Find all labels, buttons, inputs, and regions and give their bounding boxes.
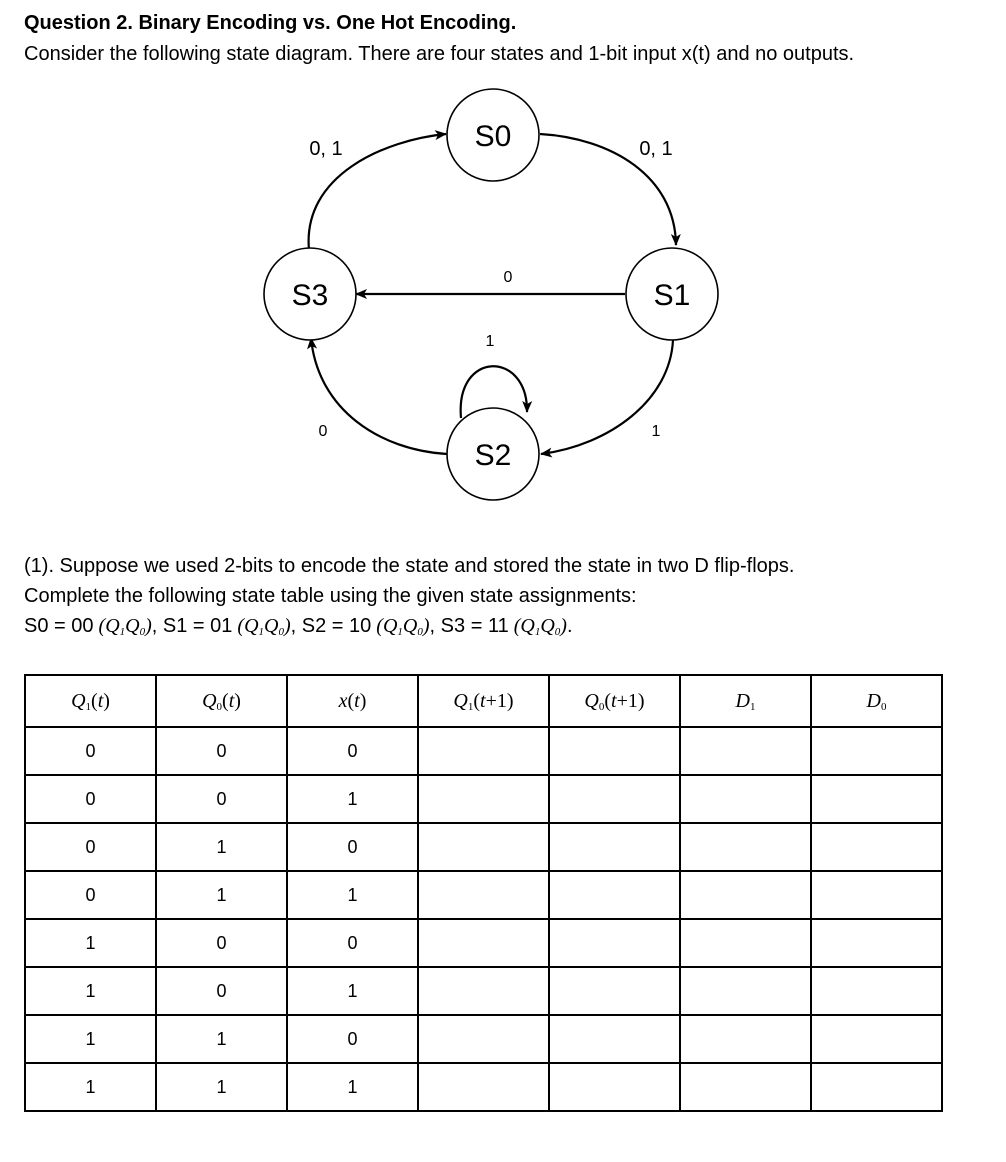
answer-cell[interactable] <box>549 871 680 919</box>
state-table <box>24 674 943 1112</box>
answer-cell[interactable] <box>680 871 811 919</box>
answer-cell[interactable] <box>680 1015 811 1063</box>
assignment-code: 11 <box>487 615 509 637</box>
table-cell: 0 <box>156 727 287 775</box>
assignment-s1: S1 = 01 $(Q_1Q_0)$, <box>162 615 302 638</box>
label-s2-self: 1 <box>485 333 495 350</box>
table-cell: 1 <box>25 1063 156 1111</box>
table-cell: 0 <box>287 919 418 967</box>
label-s3-to-s0: 0, 1 <box>309 138 343 160</box>
answer-cell[interactable] <box>549 823 680 871</box>
header-variable: Q <box>202 689 217 712</box>
answer-cell[interactable] <box>811 919 942 967</box>
column-header <box>680 675 811 727</box>
answer-cell[interactable] <box>418 871 549 919</box>
answer-cell[interactable] <box>549 967 680 1015</box>
answer-cell[interactable] <box>549 1063 680 1111</box>
table-row <box>25 919 942 967</box>
header-suffix: (t) <box>222 689 241 712</box>
header-suffix: (t) <box>347 689 367 712</box>
header-variable: D <box>866 689 881 712</box>
answer-cell[interactable] <box>680 919 811 967</box>
table-cell: 1 <box>156 1063 287 1111</box>
table-cell: 1 <box>156 823 287 871</box>
header-subscript: 0 <box>880 700 887 713</box>
part1-line2: Complete the following state table using the given state assignments: <box>24 585 637 607</box>
q1q0-notation: $(Q_1Q_0)$ <box>93 615 152 638</box>
table-cell: 1 <box>287 1063 418 1111</box>
state-s2 <box>447 408 539 500</box>
answer-cell[interactable] <box>418 823 549 871</box>
label-s2-to-s3: 0 <box>318 423 328 440</box>
answer-cell[interactable] <box>680 1063 811 1111</box>
answer-cell[interactable] <box>549 727 680 775</box>
table-cell: 1 <box>287 871 418 919</box>
table-cell: 0 <box>25 823 156 871</box>
table-cell: 1 <box>25 919 156 967</box>
state-s1-label: S1 <box>653 279 691 312</box>
state-s0-label: S0 <box>474 120 512 153</box>
q1q0-notation: $(Q_1Q_0)$ <box>232 615 291 638</box>
table-cell: 0 <box>25 727 156 775</box>
state-diagram <box>0 0 1006 540</box>
state-s0 <box>447 89 539 181</box>
table-row <box>25 775 942 823</box>
table-row <box>25 823 942 871</box>
table-cell: 0 <box>25 871 156 919</box>
answer-cell[interactable] <box>811 871 942 919</box>
table-cell: 0 <box>156 775 287 823</box>
answer-cell[interactable] <box>811 823 942 871</box>
q1q0-notation: $(Q_1Q_0)$ <box>508 615 567 638</box>
state-s1 <box>626 248 718 340</box>
table-row <box>25 967 942 1015</box>
header-subscript: 0 <box>216 700 223 713</box>
table-row <box>25 871 942 919</box>
table-cell: 0 <box>287 823 418 871</box>
answer-cell[interactable] <box>680 823 811 871</box>
table-cell: 1 <box>25 967 156 1015</box>
answer-cell[interactable] <box>418 967 549 1015</box>
table-cell: 0 <box>287 1015 418 1063</box>
answer-cell[interactable] <box>549 775 680 823</box>
label-s1-to-s2: 1 <box>651 423 661 440</box>
state-s2-label: S2 <box>474 439 512 472</box>
table-cell: 0 <box>156 919 287 967</box>
question-intro: Consider the following state diagram. There are four states and 1-bit input x(t) and no outputs. <box>24 43 855 65</box>
assignment-s2: S2 = 10 $(Q_1Q_0)$, <box>301 615 441 638</box>
assignment-code: 01 <box>210 615 233 637</box>
table-row <box>25 727 942 775</box>
answer-cell[interactable] <box>680 727 811 775</box>
assignment-state: S2 <box>301 615 327 637</box>
header-suffix: (t+1) <box>473 689 514 712</box>
state-s3-label: S3 <box>291 279 329 312</box>
table-row <box>25 1015 942 1063</box>
table-header-row <box>25 675 942 727</box>
column-header <box>811 675 942 727</box>
column-header <box>549 675 680 727</box>
table-cell: 1 <box>156 1015 287 1063</box>
answer-cell[interactable] <box>811 727 942 775</box>
table-cell: 0 <box>287 727 418 775</box>
assignment-code: 10 <box>349 615 372 637</box>
state-assignments <box>24 615 573 638</box>
answer-cell[interactable] <box>418 919 549 967</box>
header-subscript: 1 <box>749 700 756 713</box>
column-header <box>418 675 549 727</box>
column-header <box>25 675 156 727</box>
answer-cell[interactable] <box>549 919 680 967</box>
table-cell: 0 <box>156 967 287 1015</box>
header-subscript: 1 <box>467 700 474 713</box>
header-suffix: (t) <box>91 689 110 712</box>
header-suffix: (t+1) <box>604 689 645 712</box>
column-header <box>156 675 287 727</box>
q1q0-notation: $(Q_1Q_0)$ <box>371 615 430 638</box>
table-cell: 1 <box>287 967 418 1015</box>
table-cell: 1 <box>287 775 418 823</box>
assignment-s3: S3 = 11 $(Q_1Q_0)$. <box>440 615 573 638</box>
assignment-state: S0 <box>24 615 49 637</box>
answer-cell[interactable] <box>549 1015 680 1063</box>
assignment-state: S3 <box>440 615 466 637</box>
answer-cell[interactable] <box>811 775 942 823</box>
transition-s2-to-s3 <box>311 338 447 454</box>
answer-cell[interactable] <box>811 1063 942 1111</box>
answer-cell[interactable] <box>418 775 549 823</box>
answer-cell[interactable] <box>680 967 811 1015</box>
table-cell: 0 <box>25 775 156 823</box>
state-s3 <box>264 248 356 340</box>
part1-line1: (1). Suppose we used 2-bits to encode the state and stored the state in two D flip-flops. <box>24 555 795 577</box>
answer-cell[interactable] <box>811 967 942 1015</box>
answer-cell[interactable] <box>680 775 811 823</box>
answer-cell[interactable] <box>418 727 549 775</box>
table-cell: 1 <box>156 871 287 919</box>
assignment-s0: S0 = 00 $(Q_1Q_0)$, <box>24 615 163 638</box>
header-variable: Q <box>584 689 599 712</box>
header-variable: x <box>338 689 348 712</box>
header-subscript: 0 <box>598 700 605 713</box>
table-row <box>25 1063 942 1111</box>
answer-cell[interactable] <box>418 1063 549 1111</box>
label-s0-to-s1: 0, 1 <box>639 138 673 160</box>
answer-cell[interactable] <box>811 1015 942 1063</box>
question-title: Question 2. Binary Encoding vs. One Hot Encoding. <box>24 12 517 34</box>
header-subscript: 1 <box>85 700 92 713</box>
answer-cell[interactable] <box>418 1015 549 1063</box>
column-header <box>287 675 418 727</box>
header-variable: D <box>735 689 750 712</box>
header-variable: Q <box>71 689 86 712</box>
label-s1-to-s3: 0 <box>503 269 513 286</box>
assignment-state: S1 <box>162 615 188 637</box>
assignment-code: 00 <box>71 615 94 637</box>
header-variable: Q <box>453 689 468 712</box>
table-cell: 1 <box>25 1015 156 1063</box>
